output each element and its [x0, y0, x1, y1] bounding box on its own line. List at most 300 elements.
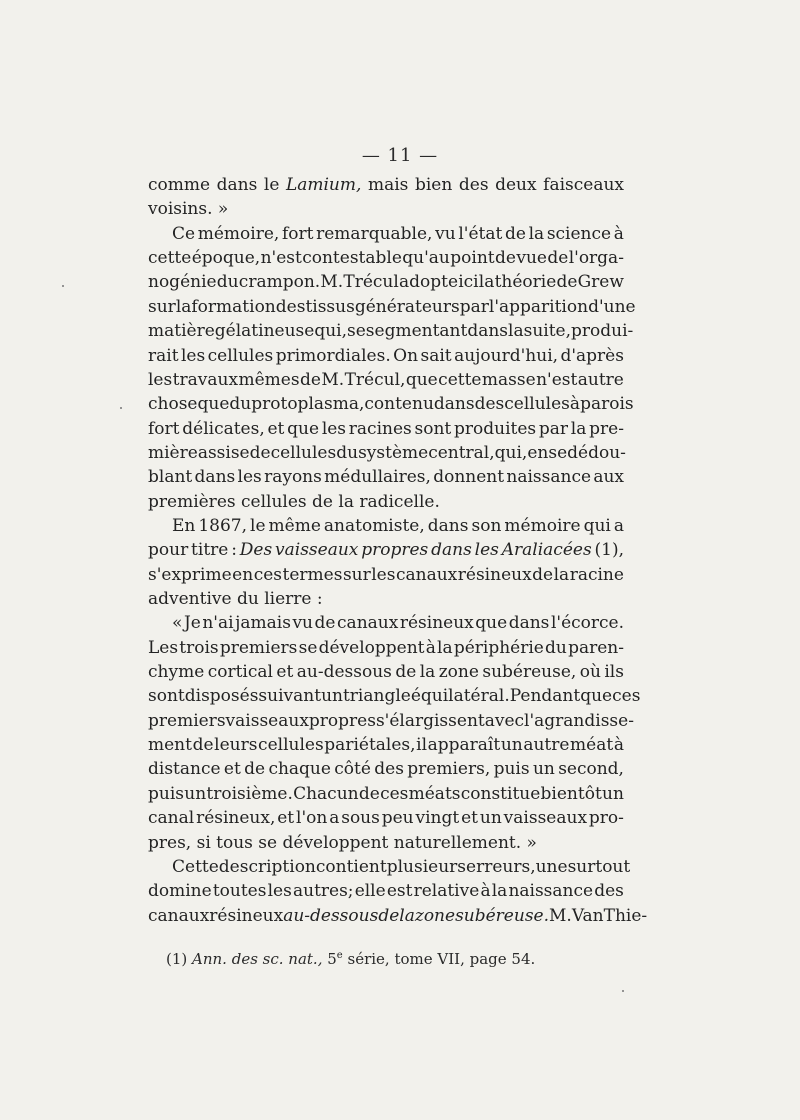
word: : — [231, 540, 237, 561]
text-line — [148, 781, 624, 807]
word: chyme — [148, 662, 205, 682]
text-line — [148, 489, 624, 515]
word: nogénie — [148, 272, 217, 293]
word: naissance — [508, 881, 594, 902]
word: la — [399, 905, 415, 926]
paper-speck — [120, 407, 122, 409]
word: théorie — [494, 272, 557, 293]
text-line — [148, 586, 624, 612]
word: la — [528, 223, 545, 244]
word: de — [358, 783, 380, 804]
word: « — [172, 613, 183, 634]
word: qu'au — [402, 248, 450, 269]
word: dans — [431, 540, 472, 561]
word: cette — [148, 248, 192, 269]
word: vu — [292, 613, 314, 634]
word: cellules — [207, 345, 274, 366]
word: aux — [593, 467, 624, 488]
word: chaque — [268, 759, 331, 780]
word: fort — [281, 223, 314, 244]
word: les — [474, 540, 499, 561]
word: mais — [367, 175, 409, 195]
word: n'ai — [202, 613, 234, 634]
word: que — [405, 369, 438, 390]
text-line — [148, 172, 624, 198]
word: formation — [191, 296, 276, 317]
footnote-series-sup: e — [336, 950, 343, 961]
word: ces — [612, 686, 641, 707]
word: du — [336, 442, 359, 463]
word: subéreuse, — [482, 662, 577, 682]
word: canaux — [395, 564, 458, 585]
word: comme — [148, 175, 211, 195]
word: titre — [191, 540, 229, 561]
word: canal — [148, 808, 195, 829]
word: racines — [348, 418, 412, 439]
word: racine — [569, 564, 624, 585]
word: Grew — [577, 272, 624, 293]
word: jamais — [235, 613, 291, 634]
word: ils — [604, 662, 624, 682]
word: dédou- — [567, 442, 626, 463]
word: résineux — [209, 905, 284, 926]
word: que — [580, 686, 613, 707]
word: une — [535, 856, 568, 877]
word: vaisseaux — [225, 710, 309, 731]
word: vaisseaux — [503, 808, 588, 829]
word: voisins. » — [148, 199, 229, 220]
word: n'est — [260, 248, 302, 269]
word: a — [613, 515, 624, 536]
word: du — [545, 637, 567, 658]
word: toutes — [212, 881, 267, 902]
word: de — [314, 613, 336, 634]
word: En — [172, 515, 196, 536]
word: segmentant — [365, 321, 468, 342]
word: triangle — [342, 686, 411, 707]
word: époque, — [191, 248, 261, 269]
word: se — [298, 637, 318, 658]
word: cortical — [207, 662, 273, 682]
word: zone — [414, 905, 456, 926]
footnote-series-num: 5 — [327, 950, 337, 968]
word: que — [287, 418, 320, 439]
word: Ce — [172, 223, 196, 244]
word: mière — [148, 442, 198, 463]
word: central, — [428, 442, 495, 463]
word: de — [378, 905, 400, 926]
text-line — [148, 196, 624, 222]
paper-speck — [622, 990, 624, 992]
word: subéreuse. — [455, 905, 550, 926]
word: un — [479, 808, 502, 829]
text-line — [148, 416, 624, 442]
word: il — [416, 735, 428, 756]
text-line — [148, 440, 624, 466]
word: chose — [148, 394, 198, 415]
word: adventive du lierre : — [148, 589, 323, 609]
word: sur — [148, 296, 176, 317]
word: relative — [413, 881, 480, 902]
word: un — [602, 783, 624, 804]
word: à — [613, 735, 624, 756]
word: troisième. — [206, 783, 293, 804]
word: équilatéral. — [410, 686, 510, 707]
word: Chacun — [293, 783, 359, 804]
word: des — [594, 881, 624, 902]
text-line — [172, 610, 624, 636]
word: adopte — [398, 272, 459, 293]
text-line — [148, 294, 636, 320]
word: méats — [408, 783, 461, 804]
word: en — [232, 564, 254, 585]
word: et — [267, 418, 285, 439]
word: sont — [148, 686, 185, 707]
word: bientôt — [540, 783, 602, 804]
word: science — [546, 223, 612, 244]
word: délicates, — [182, 418, 265, 439]
word: de — [192, 735, 214, 756]
word: et — [276, 662, 294, 682]
word: Les — [148, 637, 179, 658]
word: M. — [321, 369, 345, 390]
word: tissus — [305, 296, 355, 317]
text-line — [148, 830, 624, 856]
word: des — [374, 759, 404, 780]
word: à — [425, 637, 436, 658]
word: rayons — [264, 467, 322, 488]
word: pre- — [589, 418, 624, 439]
word: par — [459, 296, 489, 317]
word: d'après — [560, 345, 624, 366]
word: produites — [454, 418, 537, 439]
word: deux — [495, 175, 537, 195]
word: dans — [467, 321, 509, 342]
word: autre — [523, 735, 570, 756]
word: puis — [493, 759, 530, 780]
footnote-rest: série, tome VII, page 54. — [347, 950, 536, 968]
word: de — [556, 272, 578, 293]
word: Des — [239, 540, 273, 561]
word: dans — [508, 613, 550, 634]
word: le — [250, 515, 266, 536]
word: premiers — [219, 637, 298, 658]
word: bien — [414, 175, 453, 195]
word: paren- — [568, 637, 624, 658]
word: dans — [427, 515, 469, 536]
word: plusieurs — [386, 856, 467, 877]
word: la — [570, 418, 587, 439]
text-line — [148, 756, 624, 782]
word: Araliacées — [501, 540, 592, 561]
word: de — [244, 759, 266, 780]
word: cellules — [258, 735, 324, 756]
word: résineux — [457, 564, 532, 585]
word: vue — [516, 248, 547, 269]
word: sur — [342, 564, 371, 585]
word: même — [268, 515, 321, 536]
word: puis — [148, 783, 184, 804]
word: mêmes — [238, 369, 300, 390]
word: surtout — [567, 856, 631, 877]
word: se — [346, 321, 366, 342]
word: Pendant — [509, 686, 581, 707]
word: les — [148, 369, 173, 390]
word: masse — [481, 369, 536, 390]
word: des — [458, 175, 489, 195]
word: l'agrandisse- — [524, 710, 634, 731]
word: parois — [580, 394, 634, 415]
word: premiers — [148, 710, 226, 731]
text-line — [148, 343, 624, 369]
word: de — [495, 248, 516, 269]
word: matière — [148, 321, 215, 342]
word: pro- — [588, 808, 624, 829]
word: cellules — [504, 394, 570, 415]
text-line — [172, 854, 631, 880]
word: gélatineuse — [214, 321, 315, 342]
word: les — [321, 418, 347, 439]
text-line — [148, 708, 634, 734]
word: 1867, — [198, 515, 248, 536]
word: des — [275, 296, 306, 317]
word: les — [237, 467, 262, 488]
word: contestable — [302, 248, 402, 269]
word: résineux — [399, 613, 474, 634]
paper-speck — [62, 285, 64, 287]
word: sont — [414, 418, 452, 439]
word: s'élargissent — [375, 710, 485, 731]
word: un — [500, 735, 523, 756]
word: second, — [558, 759, 624, 780]
word: sait — [420, 345, 452, 366]
word: la — [478, 272, 495, 293]
word: donnent — [433, 467, 505, 488]
word: suite, — [523, 321, 572, 342]
word: ces — [380, 783, 409, 804]
word: est — [386, 881, 413, 902]
word: dans — [433, 394, 475, 415]
word: avec — [484, 710, 525, 731]
word: de — [504, 223, 526, 244]
word: aujourd'hui, — [454, 345, 559, 366]
word: ment — [148, 735, 192, 756]
word: un — [321, 686, 343, 707]
word: description — [218, 856, 316, 877]
word: qui,en — [494, 442, 549, 463]
word: dans — [216, 175, 258, 195]
text-line — [172, 513, 624, 539]
word: pres, si tous se développent naturellement. » — [148, 832, 537, 853]
word: crampon. — [238, 272, 321, 293]
word: vu — [435, 223, 456, 244]
text-line — [148, 562, 624, 588]
word: autres; — [292, 881, 354, 902]
word: la — [437, 637, 453, 658]
word: Trécul — [343, 272, 399, 293]
word: du — [229, 394, 252, 415]
word: à — [569, 394, 581, 415]
word: s'exprime — [148, 564, 232, 585]
word: l'état — [458, 223, 503, 244]
word: erreurs, — [466, 856, 536, 877]
page-number: — 11 — — [361, 145, 439, 166]
word: Lamium, — [285, 175, 362, 195]
word: de — [249, 442, 271, 463]
word: la — [553, 564, 570, 585]
word: disposés — [184, 686, 259, 707]
word: se — [548, 442, 568, 463]
word: autre — [577, 369, 624, 390]
word: zone — [438, 662, 479, 682]
word: de — [532, 564, 554, 585]
word: canaux — [148, 905, 210, 926]
word: point — [450, 248, 495, 269]
word: cellules — [270, 442, 337, 463]
word: protoplasma,contenu — [251, 394, 434, 415]
word: trois — [179, 637, 219, 658]
word: termes — [282, 564, 343, 585]
word: fort — [148, 418, 180, 439]
word: son — [471, 515, 502, 536]
word: travaux — [172, 369, 239, 390]
word: méat — [570, 735, 614, 756]
word: a — [329, 808, 340, 829]
word: assise — [197, 442, 250, 463]
word: par — [538, 418, 569, 439]
word: Thie- — [603, 905, 648, 926]
text-line — [148, 732, 624, 758]
word: n'est — [536, 369, 578, 390]
word: Cette — [172, 856, 219, 877]
word: périphérie — [453, 637, 544, 658]
word: On — [393, 345, 419, 366]
word: médullaires, — [324, 467, 431, 488]
word: qui, — [314, 321, 347, 342]
text-line — [148, 318, 634, 344]
word: système — [358, 442, 429, 463]
word: blant — [148, 467, 193, 488]
word: de — [299, 369, 321, 390]
word: propres — [308, 710, 376, 731]
footnote — [166, 948, 535, 970]
text-line — [148, 367, 624, 393]
word: canaux — [337, 613, 399, 634]
word: contient — [315, 856, 387, 877]
word: la — [508, 321, 524, 342]
word: et — [277, 808, 295, 829]
word: produi- — [571, 321, 634, 342]
word: que — [475, 613, 508, 634]
word: au-dessous — [283, 905, 379, 926]
word: les — [371, 564, 396, 585]
word: un — [532, 759, 555, 780]
word: pour — [148, 540, 189, 561]
word: elle — [354, 881, 386, 902]
text-line — [148, 537, 624, 563]
text-line — [148, 903, 648, 929]
word: les — [267, 881, 292, 902]
word: premières cellules de la radicelle. — [148, 491, 440, 512]
footnote-journal: Ann. des sc. nat., — [192, 950, 323, 968]
word: du — [216, 272, 239, 293]
word: mémoire — [504, 515, 581, 536]
word: un — [184, 783, 207, 804]
word: générateurs — [354, 296, 460, 317]
word: rait — [148, 345, 179, 366]
word: Van — [571, 905, 604, 926]
word: suivant — [258, 686, 322, 707]
word: anatomiste, — [323, 515, 425, 536]
word: primordiales. — [275, 345, 391, 366]
text-line — [148, 391, 634, 417]
text-line — [148, 878, 624, 904]
word: M. — [320, 272, 344, 293]
word: sous — [341, 808, 380, 829]
word: à — [613, 223, 624, 244]
word: leurs — [214, 735, 258, 756]
word: ici — [458, 272, 479, 293]
text-line — [148, 635, 624, 661]
text-line — [148, 805, 624, 831]
text-line — [148, 464, 624, 490]
word: et — [223, 759, 241, 780]
word: la — [491, 881, 508, 902]
word: la — [175, 296, 192, 317]
word: à — [480, 881, 491, 902]
word: qui — [583, 515, 611, 536]
text-line — [148, 683, 641, 709]
word: cette — [438, 369, 482, 390]
word: constitue — [460, 783, 541, 804]
word: de — [395, 662, 417, 682]
word: l'apparition — [488, 296, 589, 317]
word: faisceaux — [543, 175, 624, 195]
word: et — [461, 808, 479, 829]
word: vingt — [415, 808, 460, 829]
word: au-dessous — [296, 662, 392, 682]
word: vaisseaux — [275, 540, 359, 561]
word: remarquable, — [316, 223, 433, 244]
word: naissance — [506, 467, 592, 488]
word: dans — [194, 467, 236, 488]
word: propres — [361, 540, 429, 561]
word: premiers, — [407, 759, 491, 780]
word: Je — [183, 613, 201, 634]
word: l'on — [296, 808, 328, 829]
word: apparaît — [427, 735, 501, 756]
word: que — [197, 394, 230, 415]
word: (1), — [594, 540, 624, 561]
word: la — [419, 662, 436, 682]
word: l'écorce. — [550, 613, 624, 634]
word: ces — [253, 564, 282, 585]
word: les — [180, 345, 206, 366]
word: d'une — [588, 296, 636, 317]
word: Trécul, — [344, 369, 406, 390]
word: peu — [381, 808, 414, 829]
word: de — [547, 248, 569, 269]
word: résineux, — [196, 808, 276, 829]
word: l'orga- — [568, 248, 624, 269]
word: distance — [148, 759, 221, 780]
word: M. — [549, 905, 572, 926]
word: développent — [318, 637, 425, 658]
word: côté — [334, 759, 371, 780]
word: des — [474, 394, 505, 415]
word: domine — [148, 881, 212, 902]
text-line — [148, 659, 624, 685]
